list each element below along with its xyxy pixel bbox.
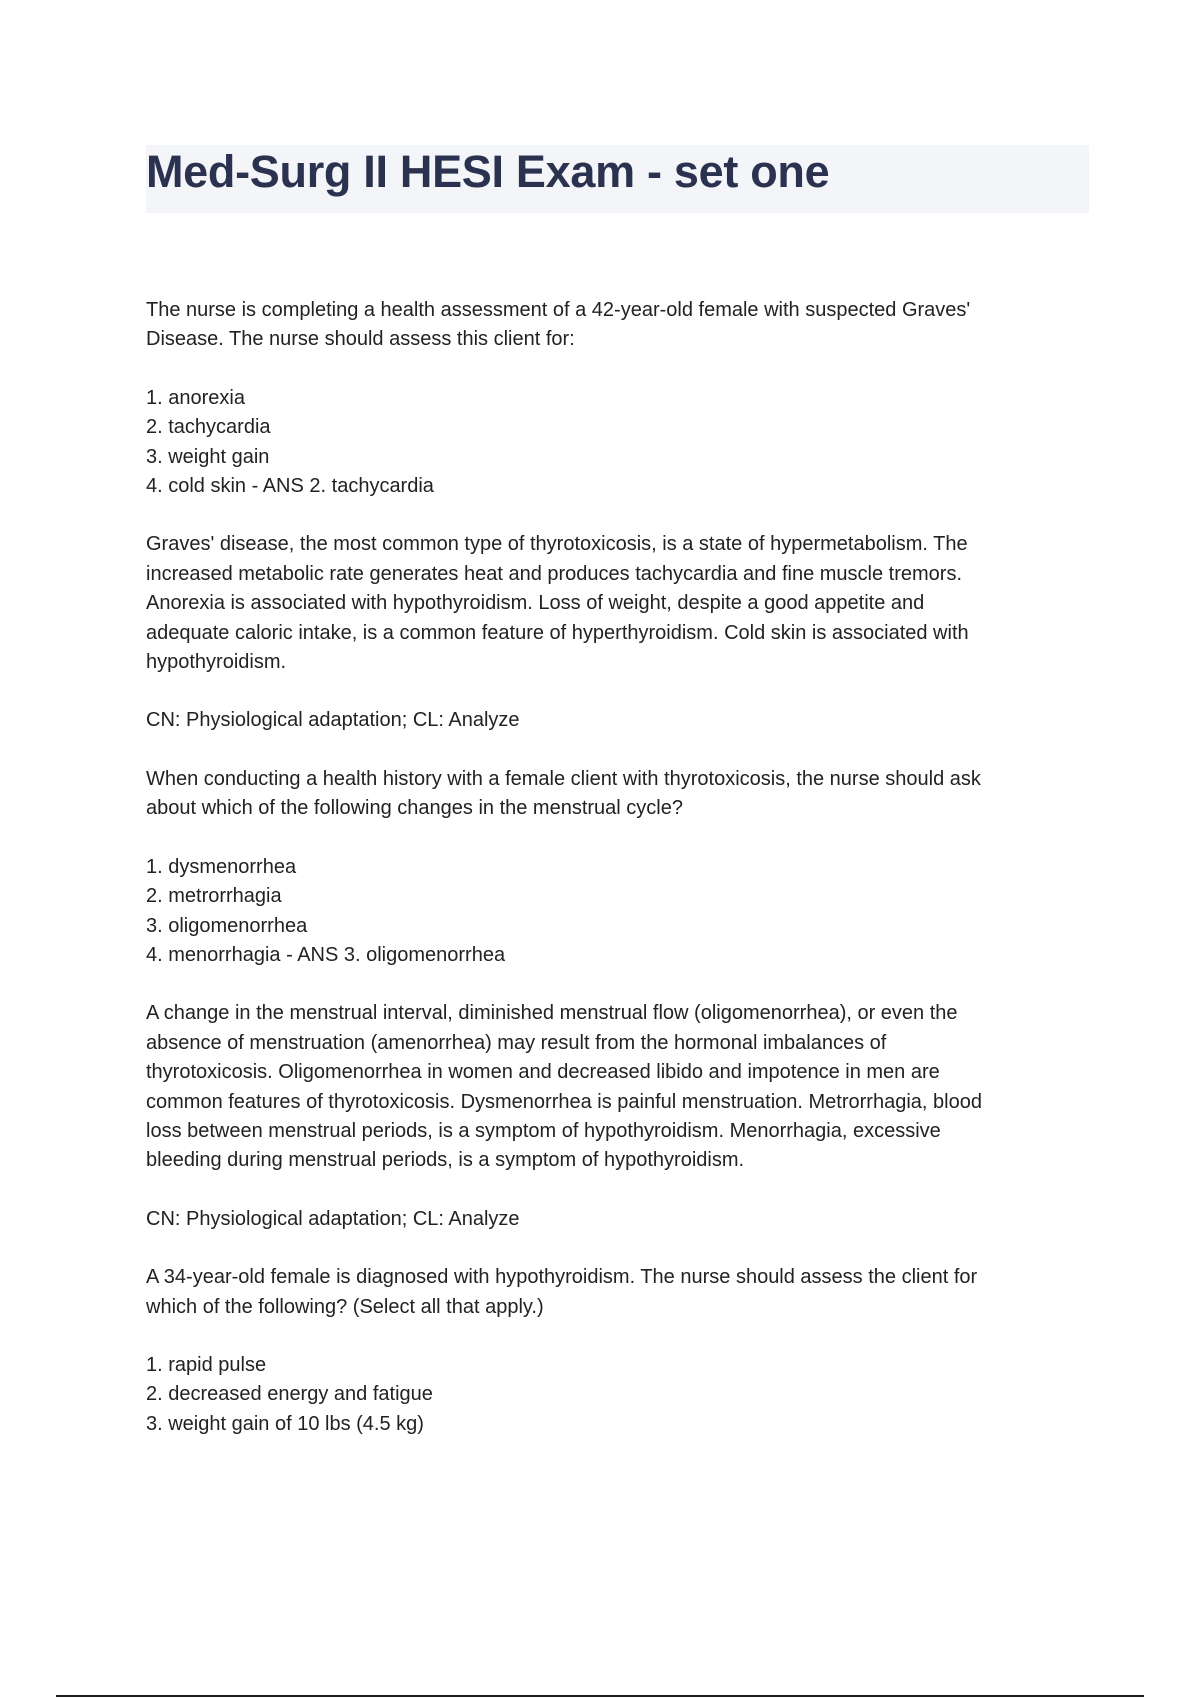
question-stem	[146, 765, 1086, 824]
category-line	[146, 706, 1086, 735]
answer-option: 3. weight gain	[146, 445, 270, 468]
answer-option: 2. metrorrhagia	[146, 885, 282, 908]
answer-options	[146, 853, 1086, 971]
text-line: bleeding during menstrual periods, is a symptom of hypothyroidism.	[146, 1149, 745, 1172]
document-body	[146, 296, 1086, 1468]
answer-options	[146, 384, 1086, 502]
answer-option: 4. menorrhagia - ANS 3. oligomenorrhea	[146, 943, 506, 966]
text-line: thyrotoxicosis. Oligomenorrhea in women and decreased libido and impotence in men are	[146, 1061, 940, 1084]
answer-options	[146, 1351, 1086, 1439]
category-line	[146, 1205, 1086, 1234]
text-line: increased metabolic rate generates heat and produces tachycardia and fine muscle tremors.	[146, 562, 963, 585]
answer-option: 2. decreased energy and fatigue	[146, 1383, 433, 1406]
text-line: Graves' disease, the most common type of thyrotoxicosis, is a state of hypermetabolism. The	[146, 533, 968, 556]
answer-option: 3. weight gain of 10 lbs (4.5 kg)	[146, 1412, 424, 1435]
text-line: Anorexia is associated with hypothyroidism. Loss of weight, despite a good appetite and	[146, 592, 925, 615]
text-line: about which of the following changes in the menstrual cycle?	[146, 797, 683, 820]
text-line: hypothyroidism.	[146, 651, 287, 674]
question-stem	[146, 1263, 1086, 1322]
text-line: CN: Physiological adaptation; CL: Analyze	[146, 1207, 520, 1230]
text-line: which of the following? (Select all that apply.)	[146, 1295, 544, 1318]
rationale	[146, 999, 1086, 1175]
answer-option: 4. cold skin - ANS 2. tachycardia	[146, 475, 434, 498]
text-line: Disease. The nurse should assess this client for:	[146, 328, 575, 351]
text-line: loss between menstrual periods, is a symptom of hypothyroidism. Menorrhagia, excessive	[146, 1119, 941, 1142]
text-line: adequate caloric intake, is a common feature of hyperthyroidism. Cold skin is associated with	[146, 621, 969, 644]
text-line: absence of menstruation (amenorrhea) may result from the hormonal imbalances of	[146, 1031, 887, 1054]
text-line: The nurse is completing a health assessment of a 42-year-old female with suspected Graves'	[146, 299, 971, 321]
text-line: A 34-year-old female is diagnosed with hypothyroidism. The nurse should assess the client for	[146, 1266, 978, 1289]
text-line: A change in the menstrual interval, diminished menstrual flow (oligomenorrhea), or even the	[146, 1002, 958, 1025]
answer-option: 1. rapid pulse	[146, 1353, 267, 1376]
answer-option: 1. anorexia	[146, 386, 245, 409]
text-line: common features of thyrotoxicosis. Dysmenorrhea is painful menstruation. Metrorrhagia, blood	[146, 1090, 982, 1113]
text-line: When conducting a health history with a female client with thyrotoxicosis, the nurse should ask	[146, 767, 981, 790]
page-title: Med-Surg II HESI Exam - set one	[146, 146, 830, 197]
footer-divider	[56, 1695, 1144, 1697]
text-line: CN: Physiological adaptation; CL: Analyze	[146, 709, 520, 732]
answer-option: 3. oligomenorrhea	[146, 914, 308, 937]
rationale	[146, 530, 1086, 677]
answer-option: 1. dysmenorrhea	[146, 855, 297, 878]
answer-option: 2. tachycardia	[146, 416, 271, 439]
question-stem	[146, 296, 1086, 355]
